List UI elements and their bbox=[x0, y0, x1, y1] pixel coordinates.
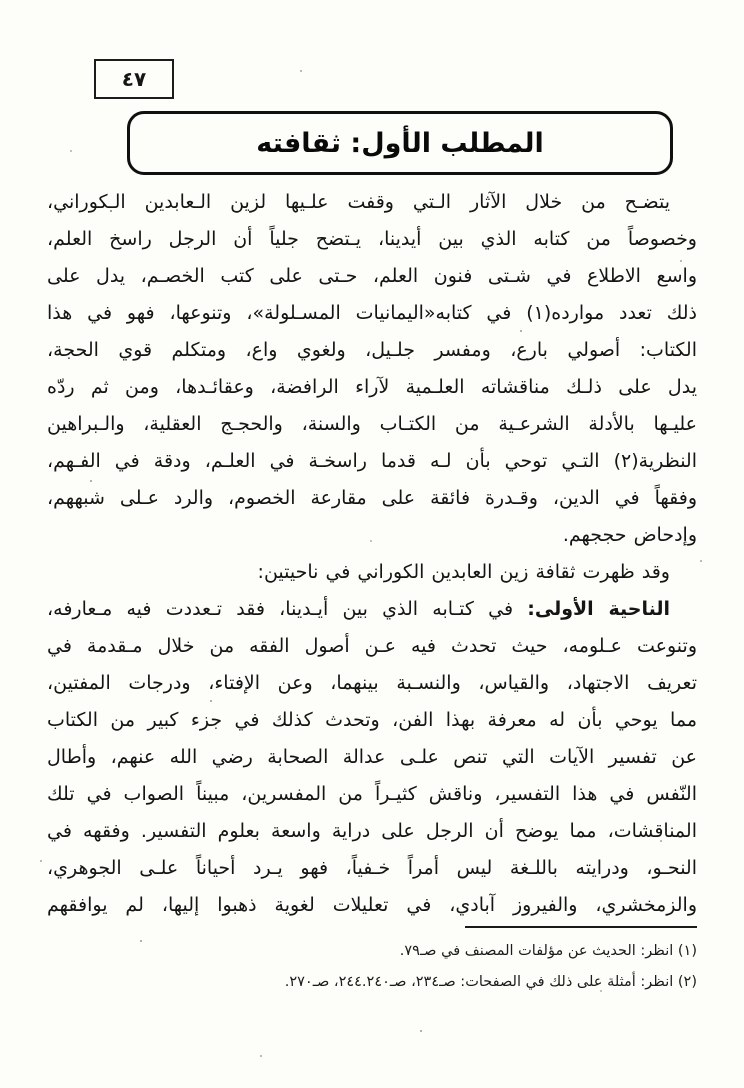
body-line bbox=[47, 295, 697, 332]
body-line-text: واسع الاطلاع في شـتى فنون العلم، حـتى على كتب الخصـم، يدل على bbox=[47, 265, 697, 287]
body-line-text: وتنوعت عـلومه، حيث تحدث فيه عـن أصول الفقه من خلال مـقدمة في bbox=[47, 635, 697, 657]
body-line bbox=[47, 887, 697, 924]
body-line-text: وخصوصاً من كتابه الذي بين أيدينا، يـتضح جلياً أن الرجل راسخ العلم، bbox=[47, 228, 697, 250]
body-line bbox=[47, 443, 697, 480]
body-line-text: يدل على ذلـك مناقشاته العلـمية لآراء الرافضة، وعقائـدها، ومن ثم ردّه bbox=[47, 376, 697, 398]
body-line-bold-lead: الناحية الأولى: bbox=[527, 598, 670, 620]
body-line bbox=[47, 184, 697, 221]
footnotes bbox=[47, 926, 697, 998]
body-line-text: في كتـابه الذي بين أيـدينا، فقد تـعددت فيه مـعارفه، bbox=[47, 598, 528, 620]
paragraph-first-aspect bbox=[47, 591, 697, 924]
body-line-text: عليـها بالأدلة الشرعـية من الكتـاب والسنة، والحجـج العقلية، والـبراهين bbox=[47, 413, 697, 435]
footnote-separator bbox=[465, 926, 697, 928]
body-line-text: النحـو، ودرايته باللـغة ليس أمراً خـفياً، فهو يـرد أحياناً علـى الجوهري، bbox=[47, 857, 697, 879]
paragraph-transition bbox=[47, 554, 697, 591]
paragraph-intro bbox=[47, 184, 697, 554]
section-title: المطلب الأول: ثقافته bbox=[256, 127, 544, 159]
body-line-text: عن تفسير الآيات التي تنص علـى عدالة الصحابة رضي الله عنهم، وأطال bbox=[47, 746, 697, 768]
body-line-text: النّفس في هذا التفسير، وناقش كثيـراً من المفسرين، مبيناً الصواب في تلك bbox=[47, 783, 697, 805]
body-line-text: يتضـح من خلال الآثار الـتي وقفت علـيها لزين الـعابدين الـكوراني، bbox=[47, 191, 670, 213]
page-number: ٤٧ bbox=[121, 67, 147, 91]
body-line bbox=[47, 776, 697, 813]
body-line-text: وإدحاض حججهم. bbox=[562, 524, 697, 546]
body-line bbox=[47, 369, 697, 406]
body-line-text: وقد ظهرت ثقافة زين العابدين الكوراني في ناحيتين: bbox=[257, 561, 670, 583]
body-line bbox=[47, 739, 697, 776]
scan-noise bbox=[0, 0, 2, 2]
body-line-text: مما يوحي بأن له معرفة بهذا الفن، وتحدث كذلك في جزء كبير من الكتاب bbox=[47, 709, 697, 731]
body-line-text: ذلك تعدد موارده(١) في كتابه«اليمانيات المسـلولة»، وتنوعها، فهو في هذا bbox=[47, 302, 697, 324]
footnotes-list bbox=[47, 936, 697, 998]
section-title-box bbox=[127, 111, 673, 175]
footnote-item: (١) انظر: الحديث عن مؤلفات المصنف في صـ٧٩. bbox=[399, 943, 697, 959]
body-line bbox=[47, 813, 697, 850]
body-line bbox=[47, 554, 697, 591]
body-line-text: وفقهاً في الدين، وقـدرة فائقة على مقارعة الخصوم، والرد عـلى شبههم، bbox=[47, 487, 697, 509]
body-line bbox=[47, 406, 697, 443]
body-line bbox=[47, 480, 697, 517]
body-line bbox=[47, 665, 697, 702]
body-line bbox=[47, 628, 697, 665]
body-line-text: الكتاب: أصولي بارع، ومفسر جلـيل، ولغوي واع، ومتكلم قوي الحجة، bbox=[47, 339, 697, 361]
body-line-text: والزمخشري، والفيروز آبادي، في تعليلات لغوية ذهبوا إليها، لم يوافقهم bbox=[47, 894, 697, 916]
body-line bbox=[47, 221, 697, 258]
body-line bbox=[47, 591, 697, 628]
body-line-text: تعريف الاجتهاد، والقياس، والنسـبة بينهما، وعن الإفتاء، ودرجات المفتين، bbox=[47, 672, 697, 694]
body-line bbox=[47, 332, 697, 369]
body-line bbox=[47, 702, 697, 739]
body-line-text: المناقشات، مما يوضح أن الرجل على دراية واسعة بعلوم التفسير. وفقهه في bbox=[47, 820, 697, 842]
body-line bbox=[47, 850, 697, 887]
body-line-text: النظرية(٢) التـي توحي بأن لـه قدما راسخـة في العلـم، ودقة في الفـهم، bbox=[47, 450, 697, 472]
body-text bbox=[47, 184, 697, 924]
page-number-box bbox=[94, 59, 174, 99]
footnote-item: (٢) انظر: أمثلة على ذلك في الصفحات: صـ٢٣٤، صـ٢٤٤.٢٤٠، صـ٢٧٠. bbox=[284, 974, 697, 990]
body-line bbox=[47, 258, 697, 295]
body-line bbox=[47, 517, 697, 554]
